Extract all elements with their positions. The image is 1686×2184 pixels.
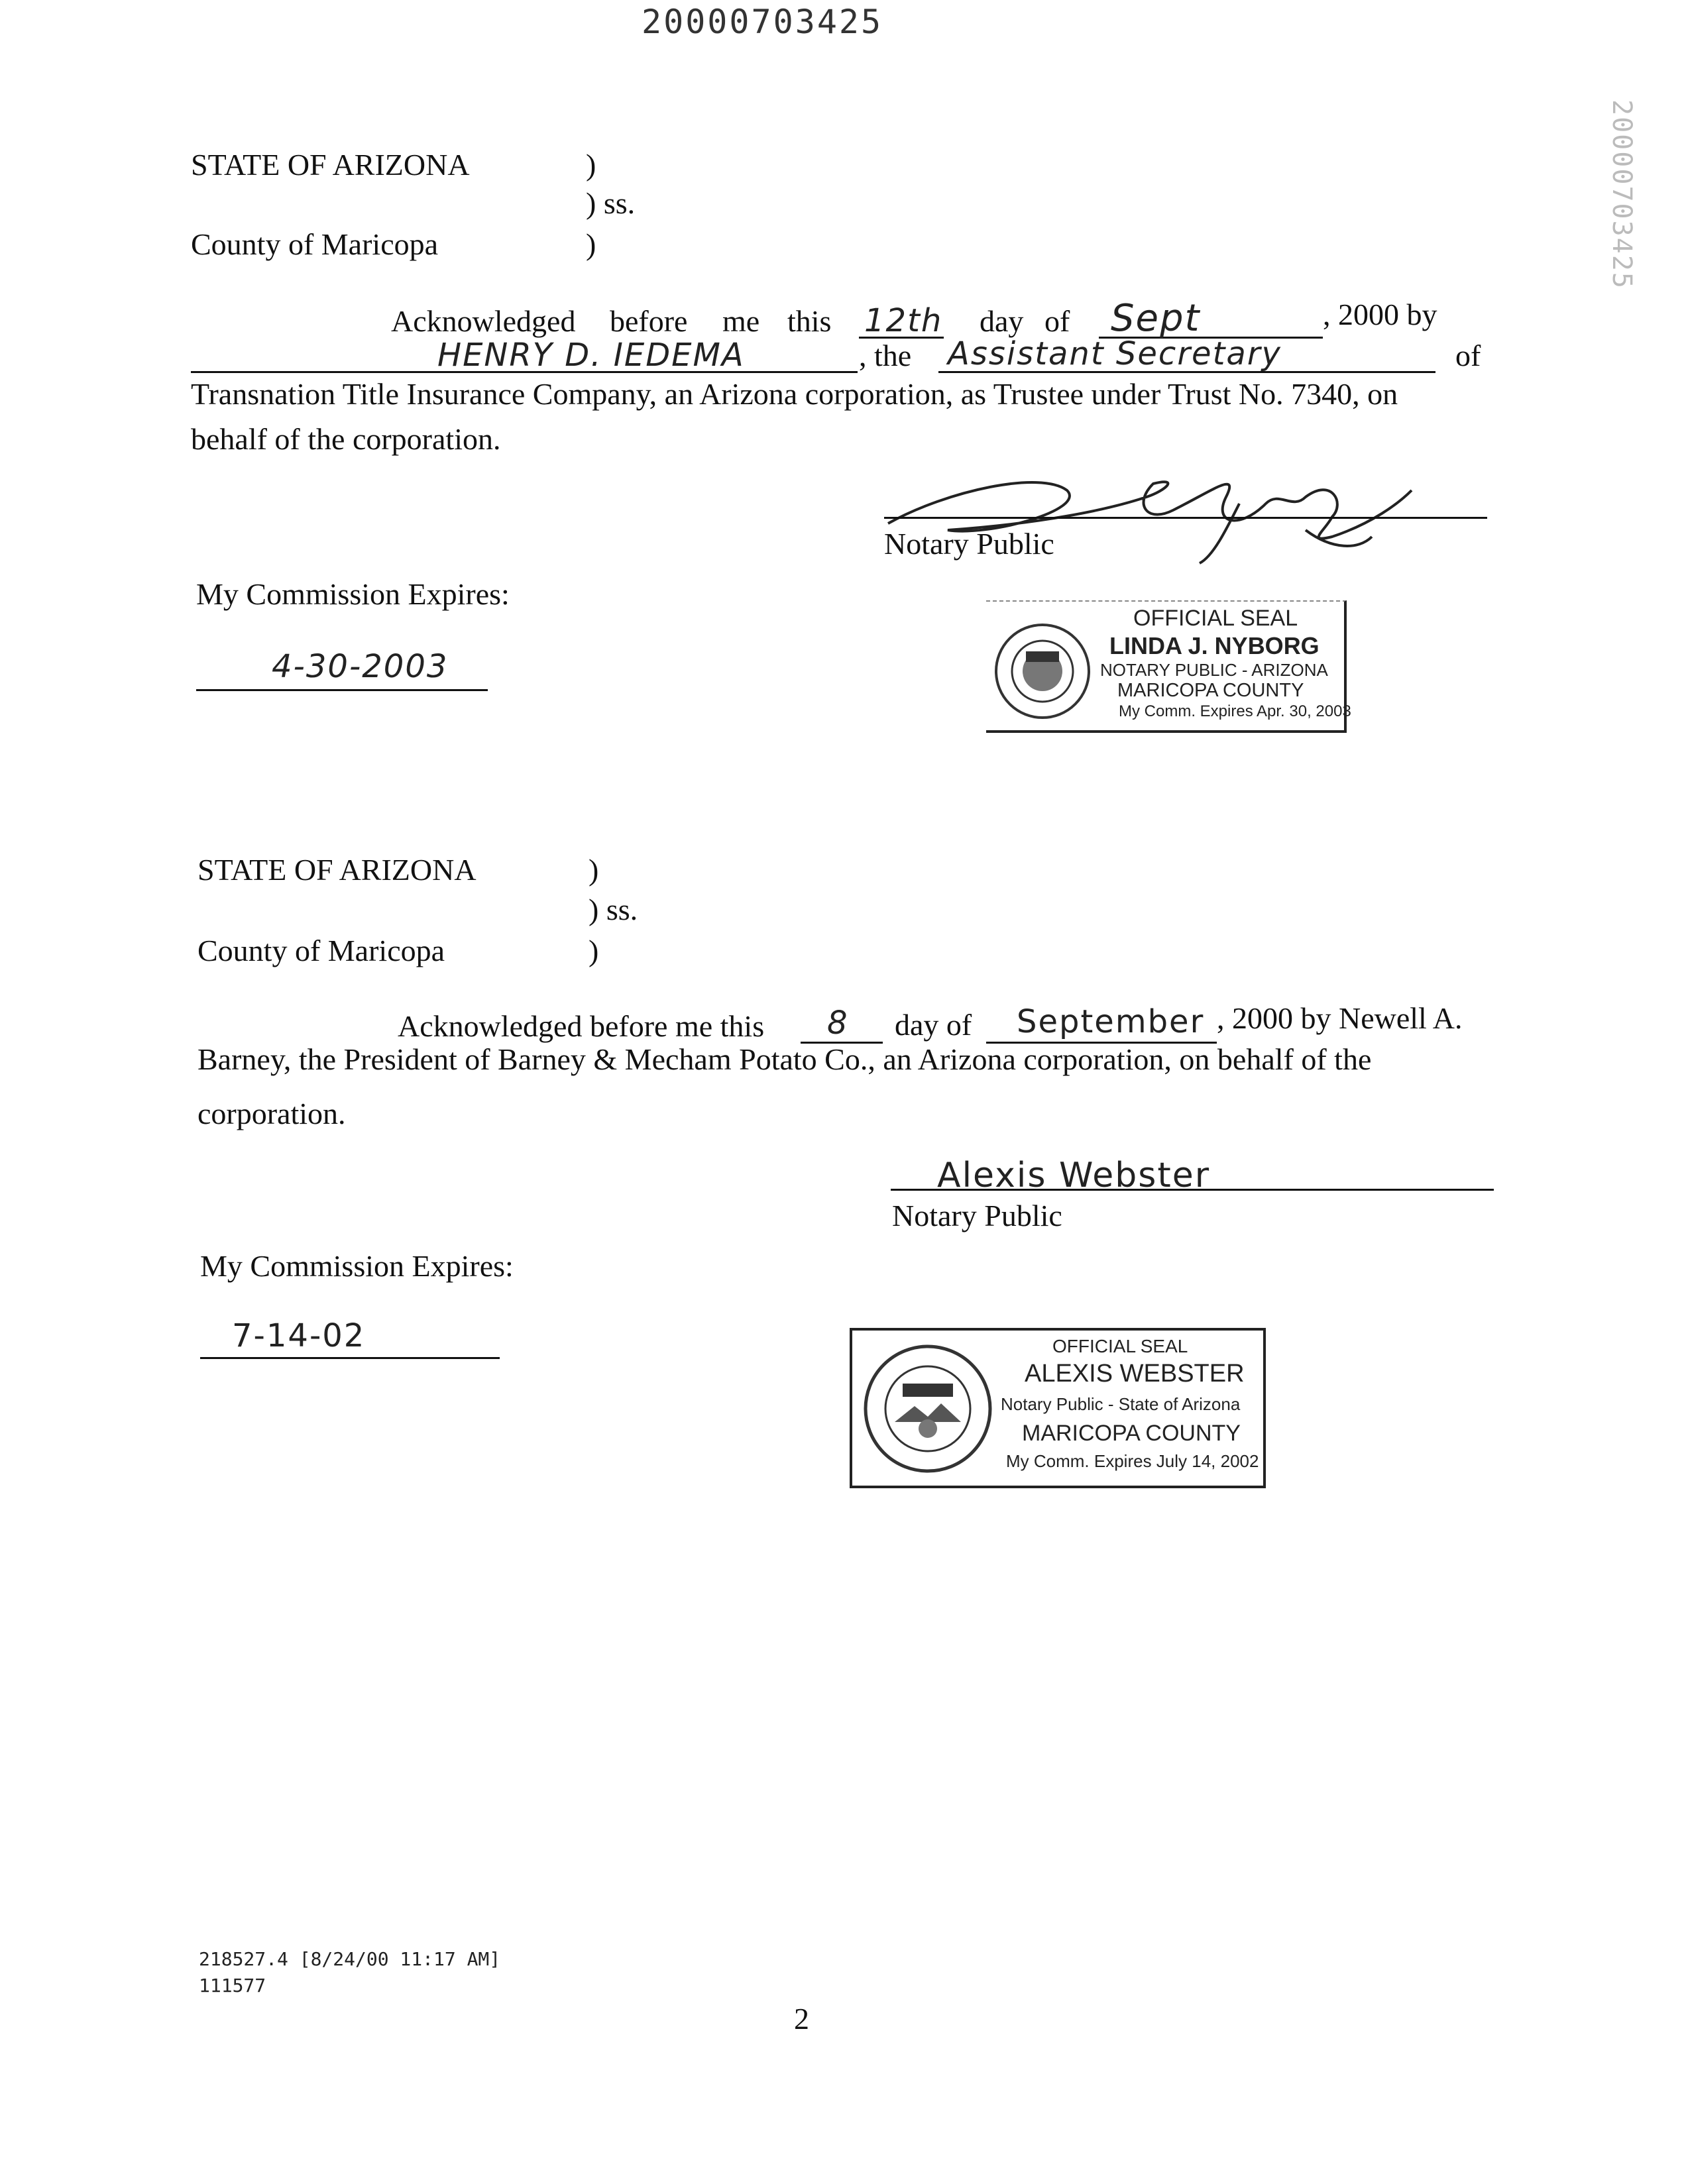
notary-public-label-1: Notary Public <box>884 527 1054 561</box>
commission-date-2: 7-14-02 <box>232 1317 366 1354</box>
state-seal-icon <box>993 622 1092 721</box>
ack-line-2-2: Barney, the President of Barney & Mecham Potato Co., an Arizona corporation, on behalf of the <box>197 1042 1372 1076</box>
name-value-1: HENRY D. IEDEMA <box>437 337 745 374</box>
ack-line-2-3: corporation. <box>197 1097 346 1130</box>
page-number: 2 <box>794 2002 809 2036</box>
of-word-1b: of <box>1455 339 1481 372</box>
commission-date-line-2 <box>200 1357 500 1359</box>
ack-word-me: me <box>722 304 760 338</box>
official-seal-1 <box>986 600 1351 733</box>
seal-1-line-5: My Comm. Expires Apr. 30, 2003 <box>1119 702 1351 720</box>
seal-1-line-1: OFFICIAL SEAL <box>1133 606 1298 631</box>
commission-date-line-1 <box>196 689 488 691</box>
day-of-2: day of <box>895 1008 972 1042</box>
state-label-1: STATE OF ARIZONA <box>191 148 470 182</box>
ack-word-this: this <box>787 304 832 338</box>
month-value-1: Sept <box>1111 297 1201 340</box>
signature-line-1 <box>884 517 1487 519</box>
the-word-1: , the <box>859 339 912 372</box>
of-word-1: of <box>1044 304 1070 338</box>
county-label-2: County of Maricopa <box>197 934 445 967</box>
seal-2-line-2: ALEXIS WEBSTER <box>1025 1360 1245 1388</box>
ack-word-before: before <box>610 304 688 338</box>
official-seal-2 <box>850 1328 1266 1488</box>
seal-1-line-4: MARICOPA COUNTY <box>1117 680 1304 701</box>
commission-date-1: 4-30-2003 <box>272 648 449 685</box>
document-reference: 218527.4 [8/24/00 11:17 AM] <box>199 1948 501 1970</box>
great-seal-icon <box>862 1342 994 1475</box>
year-by-1: , 2000 by <box>1323 298 1437 331</box>
commission-label-2: My Commission Expires: <box>200 1249 514 1283</box>
state-label-2: STATE OF ARIZONA <box>197 853 477 887</box>
seal-1-line-2: LINDA J. NYBORG <box>1109 632 1320 659</box>
document-number: 20000703425 <box>642 3 883 41</box>
document-code: 111577 <box>199 1975 266 1996</box>
ack-word-1: Acknowledged <box>391 304 576 338</box>
seal-2-line-5: My Comm. Expires July 14, 2002 <box>1006 1451 1259 1471</box>
day-value-2: 8 <box>827 1005 849 1042</box>
paren-2c: ) <box>589 934 599 967</box>
title-value-1: Assistant Secretary <box>948 335 1282 372</box>
commission-label-1: My Commission Expires: <box>196 577 510 611</box>
day-value-1: 12th <box>864 302 943 339</box>
paren-2a: ) <box>589 853 599 887</box>
day-word-1: day <box>980 304 1024 338</box>
month-value-2: September <box>1017 1003 1205 1040</box>
ss-label-1: ) ss. <box>586 186 636 220</box>
paren-1a: ) <box>586 148 596 182</box>
side-document-number: 20000703425 <box>1606 99 1637 290</box>
seal-1-line-3: NOTARY PUBLIC - ARIZONA <box>1100 660 1328 680</box>
county-label-1: County of Maricopa <box>191 227 439 261</box>
ack-prefix-2: Acknowledged before me this <box>398 1009 765 1043</box>
ack-suffix-2: , 2000 by Newell A. <box>1217 1001 1463 1035</box>
seal-2-line-3: Notary Public - State of Arizona <box>1001 1394 1241 1414</box>
ack-line-3: Transnation Title Insurance Company, an Arizona corporation, as Trustee under Trust No. 7340, on <box>191 377 1398 411</box>
seal-2-line-4: MARICOPA COUNTY <box>1022 1421 1241 1446</box>
paren-1c: ) <box>586 227 596 261</box>
signature-line-2 <box>891 1189 1494 1191</box>
seal-2-line-1: OFFICIAL SEAL <box>1052 1336 1188 1356</box>
ss-label-2: ) ss. <box>589 893 638 926</box>
notary-public-label-2: Notary Public <box>892 1199 1062 1232</box>
notary-signature-2: Alexis Webster <box>937 1156 1211 1195</box>
ack-line-4: behalf of the corporation. <box>191 422 501 456</box>
